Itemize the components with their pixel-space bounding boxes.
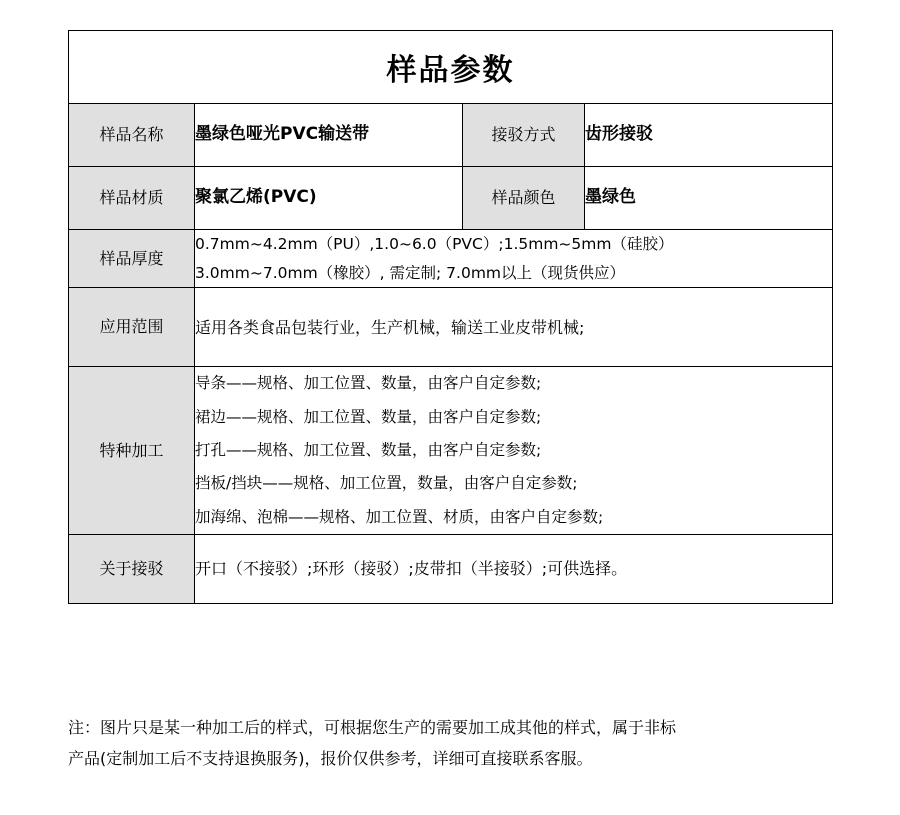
processing-line: 加海绵、泡棉——规格、加工位置、材质，由客户自定参数; bbox=[195, 507, 604, 526]
value-joint-method: 齿形接驳 bbox=[585, 104, 833, 167]
label-about-joint: 关于接驳 bbox=[69, 534, 195, 603]
label-sample-name: 样品名称 bbox=[69, 104, 195, 167]
label-sample-color: 样品颜色 bbox=[463, 167, 585, 230]
sample-parameters-table bbox=[68, 30, 833, 604]
processing-line: 挡板/挡块——规格、加工位置，数量，由客户自定参数; bbox=[195, 474, 578, 493]
footnote-line: 产品(定制加工后不支持退换服务)，报价仅供参考，详细可直接联系客服。 bbox=[68, 749, 593, 769]
thickness-line: 3.0mm~7.0mm（橡胶）, 需定制; 7.0mm以上（现货供应） bbox=[195, 263, 626, 282]
table-row-application bbox=[69, 288, 833, 367]
table-row-material bbox=[69, 167, 833, 230]
processing-line: 导条——规格、加工位置、数量，由客户自定参数; bbox=[195, 374, 542, 393]
label-special-processing: 特种加工 bbox=[69, 367, 195, 535]
processing-line: 裙边——规格、加工位置、数量，由客户自定参数; bbox=[195, 407, 542, 426]
footnote-line: 注：图片只是某一种加工后的样式，可根据您生产的需要加工成其他的样式，属于非标 bbox=[68, 718, 677, 737]
processing-line: 打孔——规格、加工位置、数量，由客户自定参数; bbox=[195, 440, 542, 459]
page-title: 样品参数 bbox=[69, 31, 833, 104]
table-row-processing bbox=[69, 367, 833, 535]
table-row-name bbox=[69, 104, 833, 167]
footnote bbox=[68, 712, 844, 774]
label-application-range: 应用范围 bbox=[69, 288, 195, 367]
value-special-processing bbox=[195, 367, 833, 535]
value-about-joint: 开口（不接驳）;环形（接驳）;皮带扣（半接驳）;可供选择。 bbox=[195, 534, 833, 603]
value-sample-name: 墨绿色哑光PVC输送带 bbox=[195, 104, 463, 167]
table-row-about-joint bbox=[69, 534, 833, 603]
table-row-title bbox=[69, 31, 833, 104]
thickness-line: 0.7mm~4.2mm（PU）,1.0~6.0（PVC）;1.5mm~5mm（硅胶） bbox=[195, 235, 674, 253]
table-row-thickness bbox=[69, 230, 833, 288]
value-sample-thickness bbox=[195, 230, 833, 288]
value-sample-color: 墨绿色 bbox=[585, 167, 833, 230]
label-sample-material: 样品材质 bbox=[69, 167, 195, 230]
value-application-range: 适用各类食品包装行业，生产机械，输送工业皮带机械; bbox=[195, 288, 833, 367]
label-joint-method: 接驳方式 bbox=[463, 104, 585, 167]
value-sample-material: 聚氯乙烯(PVC) bbox=[195, 167, 463, 230]
label-sample-thickness: 样品厚度 bbox=[69, 230, 195, 288]
